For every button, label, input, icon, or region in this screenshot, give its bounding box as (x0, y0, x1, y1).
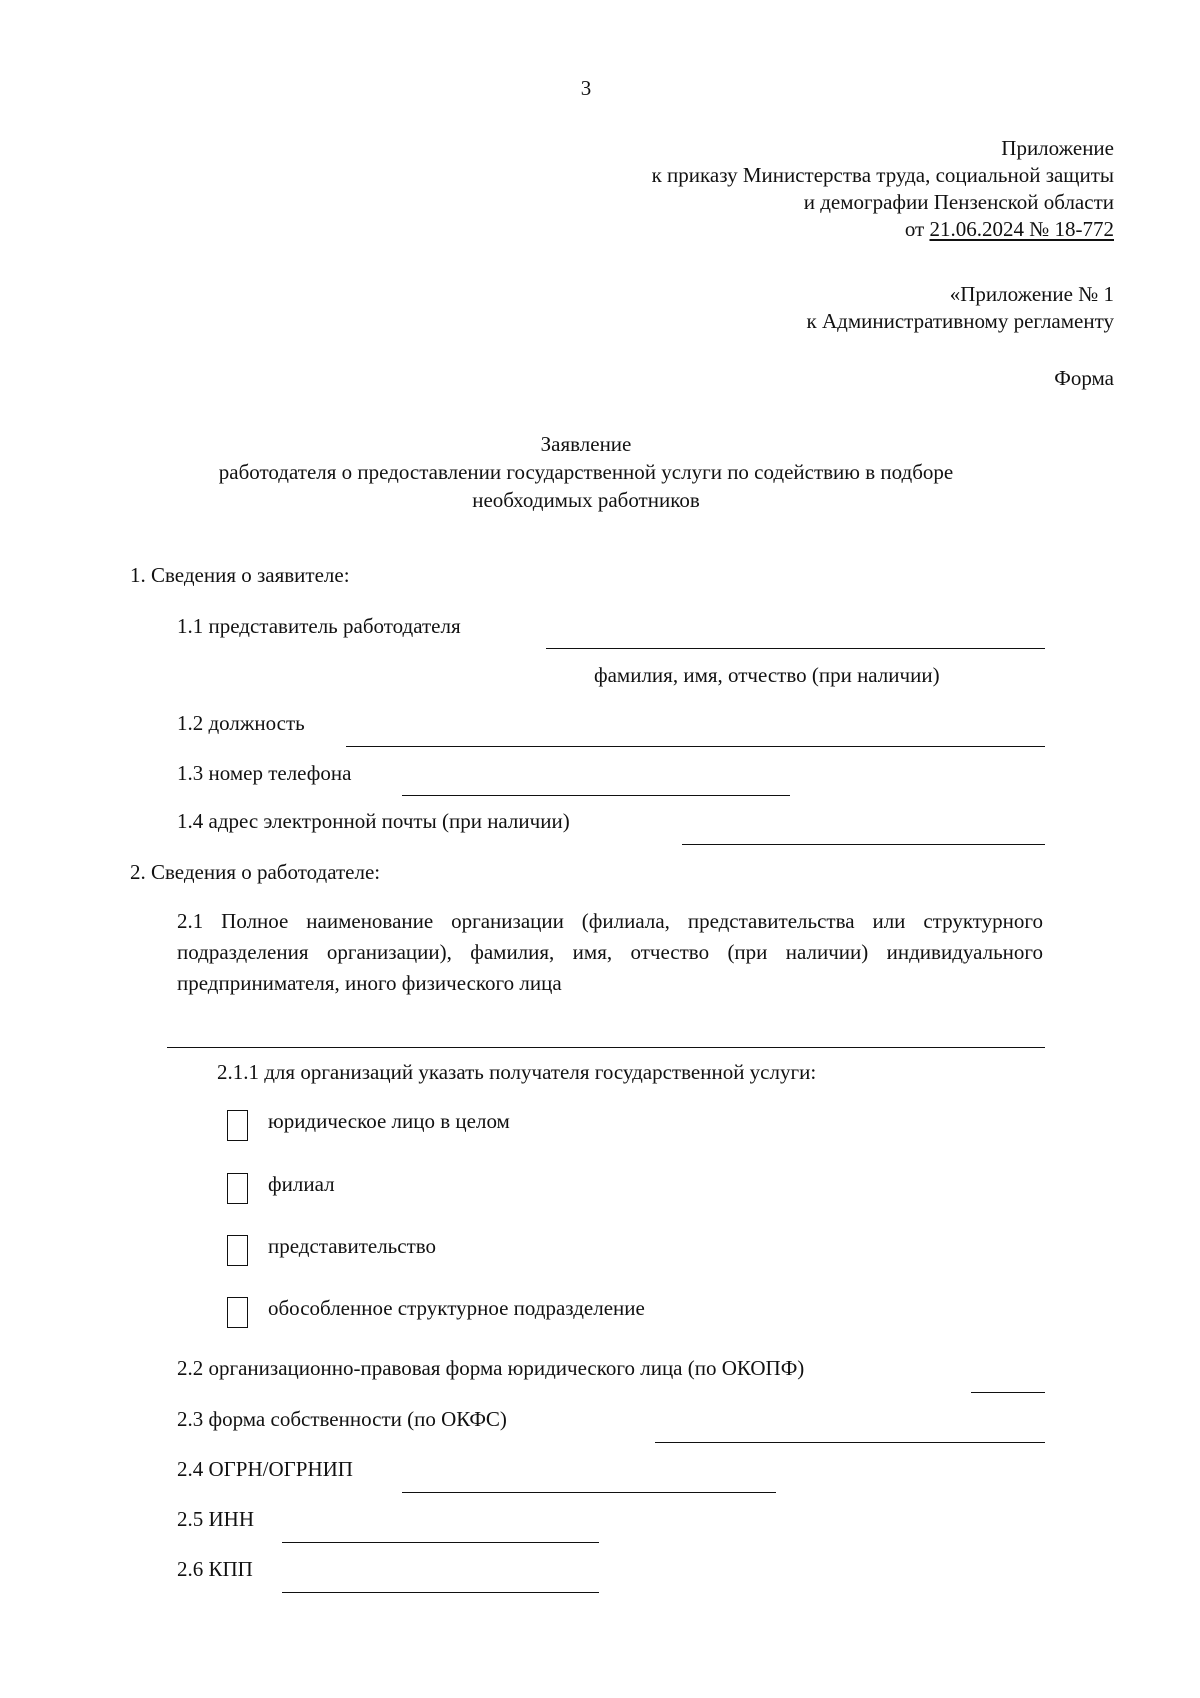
section-2-title: 2. Сведения о работодателе: (130, 860, 381, 884)
field-1-2-line[interactable] (346, 746, 1045, 747)
field-1-4-line[interactable] (682, 844, 1045, 845)
option-branch-label: филиал (268, 1172, 335, 1196)
field-1-2-label: 1.2 должность (177, 711, 305, 735)
appendix-line-2: и демографии Пензенской области (803, 190, 1114, 214)
annex-line-2: к Административному регламенту (806, 309, 1114, 333)
field-2-4-line[interactable] (402, 1492, 776, 1493)
field-2-1-label: 2.1 Полное наименование организации (филиала, представительства или структурного подразделения организации), фамилия, имя, отчество (при наличии) индивидуального предпринимателя, иного физического лица (177, 909, 1043, 995)
appendix-date-prefix: от (904, 217, 925, 241)
field-2-6-label: 2.6 КПП (177, 1557, 253, 1581)
field-2-4-label: 2.4 ОГРН/ОГРНИП (177, 1457, 353, 1481)
appendix-date-ref: 21.06.2024 № 18-772 (929, 217, 1114, 241)
option-representative-office-checkbox[interactable] (227, 1235, 248, 1266)
field-2-6-line[interactable] (282, 1592, 599, 1593)
page-number: 3 (580, 76, 592, 100)
option-separate-division-label: обособленное структурное подразделение (268, 1296, 645, 1320)
field-2-2-line[interactable] (971, 1392, 1045, 1393)
appendix-title: Приложение (1001, 136, 1114, 160)
field-2-3-line[interactable] (655, 1442, 1045, 1443)
heading-line-2: работодателя о предоставлении государственной услуги по содействию в подборе (218, 460, 954, 484)
form-label: Форма (1054, 366, 1114, 390)
option-representative-office-label: представительство (268, 1234, 437, 1258)
field-2-3-label: 2.3 форма собственности (по ОКФС) (177, 1407, 507, 1431)
heading-title: Заявление (540, 432, 632, 456)
option-legal-entity-checkbox[interactable] (227, 1110, 248, 1141)
field-1-1-caption: фамилия, имя, отчество (при наличии) (594, 663, 940, 687)
field-1-3-label: 1.3 номер телефона (177, 761, 352, 785)
field-2-5-label: 2.5 ИНН (177, 1507, 254, 1531)
field-1-4-label: 1.4 адрес электронной почты (при наличии) (177, 809, 570, 833)
heading-line-3: необходимых работников (472, 488, 700, 512)
field-2-5-line[interactable] (282, 1542, 599, 1543)
field-2-1-1-label: 2.1.1 для организаций указать получателя государственной услуги: (217, 1060, 817, 1084)
appendix-line-1: к приказу Министерства труда, социальной защиты (651, 163, 1114, 187)
field-2-2-label: 2.2 организационно-правовая форма юридического лица (по ОКОПФ) (177, 1356, 805, 1380)
field-1-3-line[interactable] (402, 795, 790, 796)
field-1-1-label: 1.1 представитель работодателя (177, 614, 461, 638)
appendix-date (905, 215, 1114, 243)
section-1-title: 1. Сведения о заявителе: (130, 563, 350, 587)
annex-line-1: «Приложение № 1 (949, 282, 1114, 306)
option-legal-entity-label: юридическое лицо в целом (268, 1109, 510, 1133)
field-2-1-line[interactable] (167, 1047, 1045, 1048)
field-1-1-line[interactable] (546, 648, 1045, 649)
option-separate-division-checkbox[interactable] (227, 1297, 248, 1328)
option-branch-checkbox[interactable] (227, 1173, 248, 1204)
